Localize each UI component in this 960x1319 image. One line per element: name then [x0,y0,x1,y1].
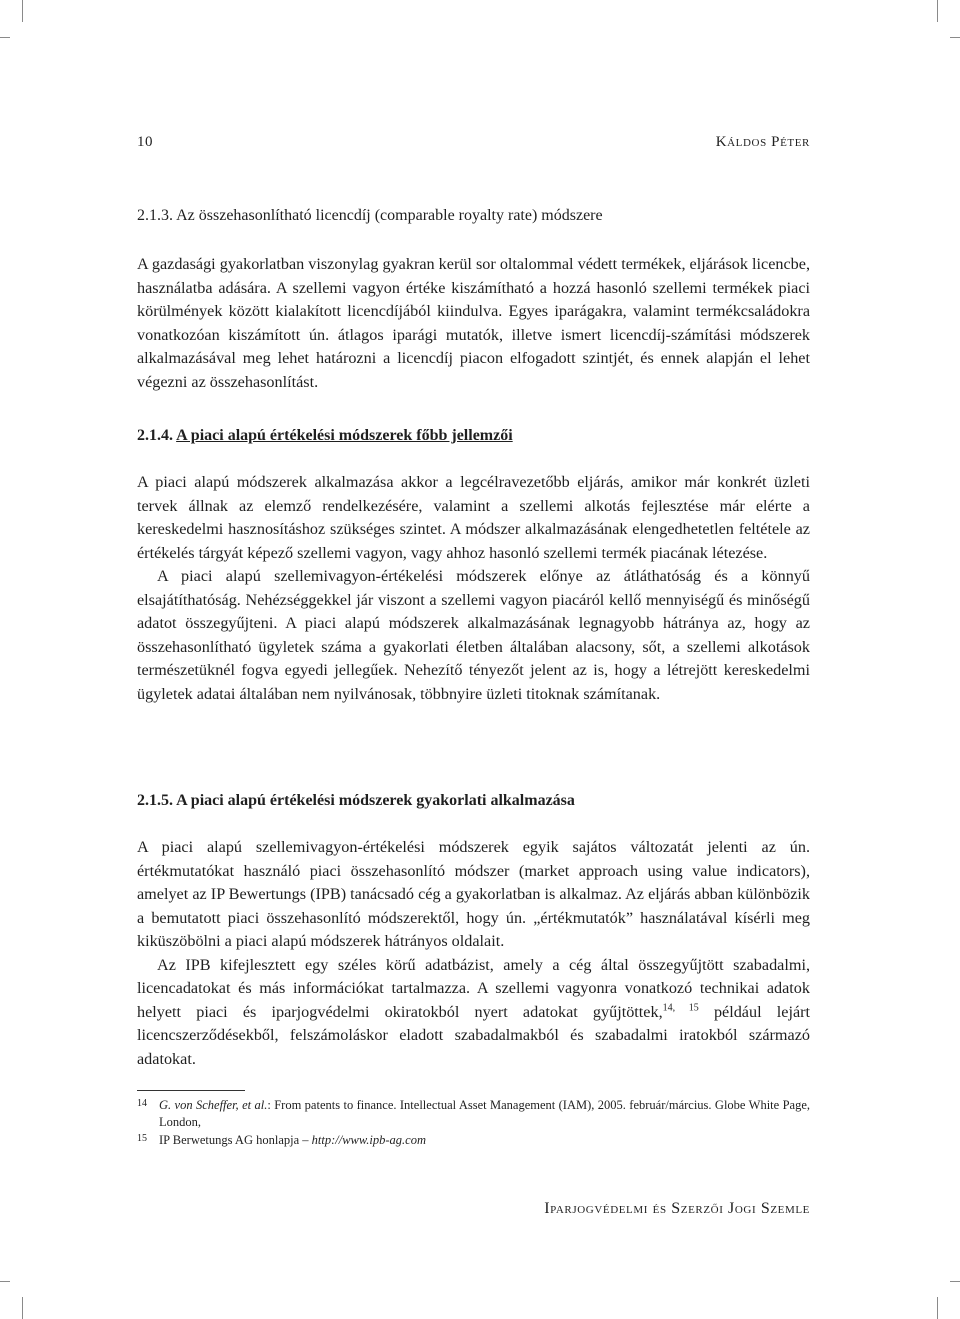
running-header [137,134,810,154]
section-heading [137,425,810,447]
section-2-1-4-heading-block [137,425,810,447]
paragraph: A piaci alapú szellemivagyon-értékelési módszerek egyik sajátos változatát jelenti az ún. értékmutatókat használó piaci összehasonlító módszer (market approach using value indicators), amelyet az IP Bewertungs (IPB) tanácsadó cég a gyakorlatban is alkalmaz. Az eljárás abban különbözik a bemutatott piaci összehasonlító módszerektől, hogy ún. „értékmutatók” használatával kísérli meg kiküszöbölni a piaci alapú módszerek hátrányos oldalait. [137,838,810,950]
page-number: 10 [137,134,153,150]
section-2-1-4-body [137,471,810,706]
paragraph: A piaci alapú módszerek alkalmazása akkor a legcélravezetőbb eljárás, amikor már konkrét üzleti tervek állnak az elemző rendelkezésére, valamint a szellemi alkotás fejlesztése már elérte a kereskedelmi hasznosításhoz szükséges szintet. A módszer alkalmazásának elengedhetetlen feltétele az értékelés tárgyát képező szellemi vagyon, vagy ahhoz hasonló szellemi termék piacának létezése. [137,473,810,562]
footnote-rule [137,1090,245,1091]
footnotes [137,1097,810,1151]
footnote-number: 14 [137,1098,147,1109]
footnote-number: 15 [137,1133,147,1144]
crop-mark [950,37,960,38]
footnote-author: G. von Scheffer, et al. [159,1098,268,1112]
section-heading: 2.1.5. A piaci alapú értékelési módszerek gyakorlati alkalmazása [137,792,575,809]
section-number: 2.1.4. [137,427,173,444]
section-2-1-3-body [137,253,810,394]
section-2-1-5-body [137,836,810,1071]
footnote-text: IP Berwetungs AG honlapja – [159,1133,312,1147]
paragraph-text: például lejárt licencszerződésekből, felszámoláskor eladott szabadalmakból és szabadalmi iratokból származó adatokat. [137,1002,811,1068]
paragraph [137,954,810,1072]
section-title: A piaci alapú értékelési módszerek főbb jellemzői [176,427,513,444]
footnote-link[interactable]: http://www.ipb-ag.com [311,1133,427,1147]
footnote-14 [137,1097,810,1130]
journal-title: Iparjogvédelmi és Szerzői Jogi Szemle [544,1200,810,1217]
footnote-15 [137,1132,810,1149]
crop-mark [937,1297,938,1319]
paragraph-text: Az IPB kifejlesztett egy széles körű adatbázist, amely a cég által összegyűjtött szabadalmi, licencadatokat és más információkat tartalmazza. A szellemi vagyonra vonatkozó technikai adatok helyett piaci és iparjogvédelmi okiratokból nyert adatokat gyűjtöttek, [137,955,810,1021]
footnote-reference[interactable]: 14, 15 [662,1002,699,1014]
crop-mark [22,1297,23,1319]
section-2-1-5-heading-block [137,790,810,812]
crop-mark [0,37,10,38]
footnote-text: : From patents to finance. Intellectual Asset Management (IAM), 2005. február/március. Globe White Page, London, [159,1098,811,1129]
crop-mark [950,1281,960,1282]
crop-mark [937,0,938,22]
section-heading: 2.1.3. Az összehasonlítható licencdíj (comparable royalty rate) módszere [137,207,603,224]
section-2-1-3-heading-block [137,205,810,227]
crop-mark [22,0,23,22]
author-name: Káldos Péter [715,134,810,150]
paragraph: A gazdasági gyakorlatban viszonylag gyakran kerül sor oltalommal védett termékek, eljárások licencbe, használatba adására. A szellemi vagyon értéke kiszámítható a hozzá hasonló szellemi termékek piaci körülmények között kialakított licencdíjából kiindulva. Egyes iparágakra, valamint termékcsaládokra vonatkozóan kiszámított ún. átlagos iparági mutatók, illetve ismert licencdíj-számítási módszerek alkalmazásával meg lehet határozni a licencdíj piacon elfogadott szintjét, és ennek alapján el lehet végezni az összehasonlítást. [137,255,810,391]
paragraph: A piaci alapú szellemivagyon-értékelési módszerek előnye az átláthatóság és a könnyű elsajátíthatóság. Nehézséggekkel jár viszont a szellemi vagyon piacáról kellő mennyiségű és minőségű adatot összegyűjteni. A piaci alapú módszerek alkalmazásának legnagyobb hátránya az, hogy az összehasonlítható ügyletek száma a gyakorlati életben általában alacsony, sőt, a szellemi alkotások természetüknél fogva egyedi jellegűek. Nehezítő tényezőt jelent az is, hogy a létrejött kereskedelmi ügyletek adatai általában nem nyilvánosak, többnyire üzleti titoknak számítanak. [137,567,810,703]
crop-mark [0,1281,10,1282]
